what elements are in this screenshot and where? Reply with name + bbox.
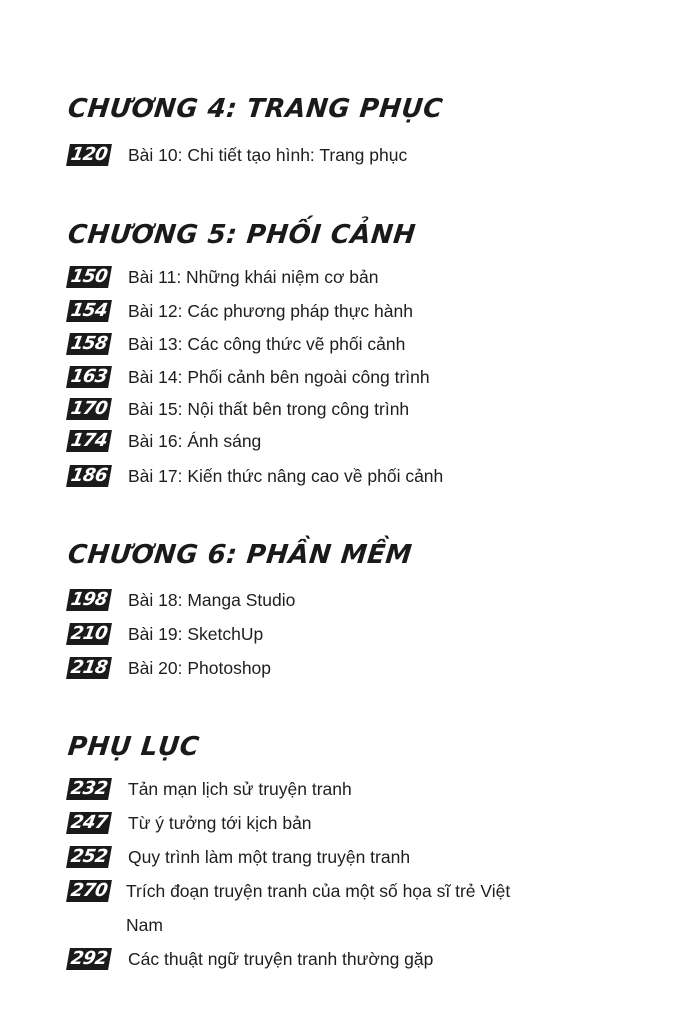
toc-entry-lesson-11[interactable] [68, 266, 668, 292]
entry-label: Bài 14: Phối cảnh bên ngoài công trình [128, 367, 430, 387]
toc-entry-lesson-19[interactable] [68, 623, 668, 649]
page-number-badge: 174 [66, 430, 112, 452]
appendix-title: PHỤ LỤC [66, 732, 201, 762]
page-number-badge: 292 [66, 948, 112, 970]
chapter-5-title: CHƯƠNG 5: PHỐI CẢNH [66, 220, 418, 250]
toc-entry-appendix-2[interactable] [68, 812, 668, 838]
page-number-badge: 158 [66, 333, 112, 355]
toc-entry-appendix-3[interactable] [68, 846, 668, 872]
toc-entry-appendix-4[interactable] [68, 880, 668, 940]
entry-label: Bài 18: Manga Studio [128, 590, 296, 610]
entry-label: Các thuật ngữ truyện tranh thường gặp [128, 949, 434, 969]
page-number-badge: 210 [66, 623, 112, 645]
toc-entry-lesson-12[interactable] [68, 300, 668, 326]
entry-label: Từ ý tưởng tới kịch bản [128, 813, 312, 833]
page-number-badge: 163 [66, 366, 112, 388]
chapter-6-title: CHƯƠNG 6: PHẦN MỀM [66, 540, 414, 570]
entry-label: Bài 20: Photoshop [128, 658, 272, 678]
entry-label: Bài 12: Các phương pháp thực hành [128, 301, 413, 321]
page-number-badge: 232 [66, 778, 112, 800]
toc-entry-lesson-16[interactable] [68, 430, 668, 456]
page-number-badge: 218 [66, 657, 112, 679]
page-number-badge: 186 [66, 465, 112, 487]
page-number-badge: 120 [66, 144, 112, 166]
entry-label: Bài 16: Ánh sáng [128, 431, 262, 451]
page-number-badge: 270 [66, 880, 112, 902]
entry-label: Quy trình làm một trang truyện tranh [128, 847, 411, 867]
toc-entry-lesson-17[interactable] [68, 465, 668, 491]
toc-entry-lesson-15[interactable] [68, 398, 668, 424]
entry-label: Bài 11: Những khái niệm cơ bản [128, 267, 379, 287]
chapter-4-title: CHƯƠNG 4: TRANG PHỤC [66, 94, 445, 124]
toc-entry-appendix-5[interactable] [68, 948, 668, 974]
entry-label: Bài 17: Kiến thức nâng cao về phối cảnh [128, 466, 444, 486]
page-number-badge: 198 [66, 589, 112, 611]
entry-label: Bài 15: Nội thất bên trong công trình [128, 399, 410, 419]
page-number-badge: 150 [66, 266, 112, 288]
page-number-badge: 247 [66, 812, 112, 834]
toc-entry-lesson-20[interactable] [68, 657, 668, 683]
entry-label: Trích đoạn truyện tranh của một số họa sĩ trẻ Việt Nam [126, 881, 511, 935]
toc-entry-lesson-18[interactable] [68, 589, 668, 615]
page-number-badge: 154 [66, 300, 112, 322]
entry-label: Bài 10: Chi tiết tạo hình: Trang phục [128, 145, 408, 165]
page-number-badge: 252 [66, 846, 112, 868]
toc-entry-lesson-14[interactable] [68, 366, 668, 392]
entry-label: Bài 13: Các công thức vẽ phối cảnh [128, 334, 406, 354]
entry-label: Tản mạn lịch sử truyện tranh [128, 779, 352, 799]
toc-entry-lesson-10[interactable] [68, 144, 668, 170]
entry-label: Bài 19: SketchUp [128, 624, 264, 644]
toc-entry-appendix-1[interactable] [68, 778, 668, 804]
toc-entry-lesson-13[interactable] [68, 333, 668, 359]
page-number-badge: 170 [66, 398, 112, 420]
